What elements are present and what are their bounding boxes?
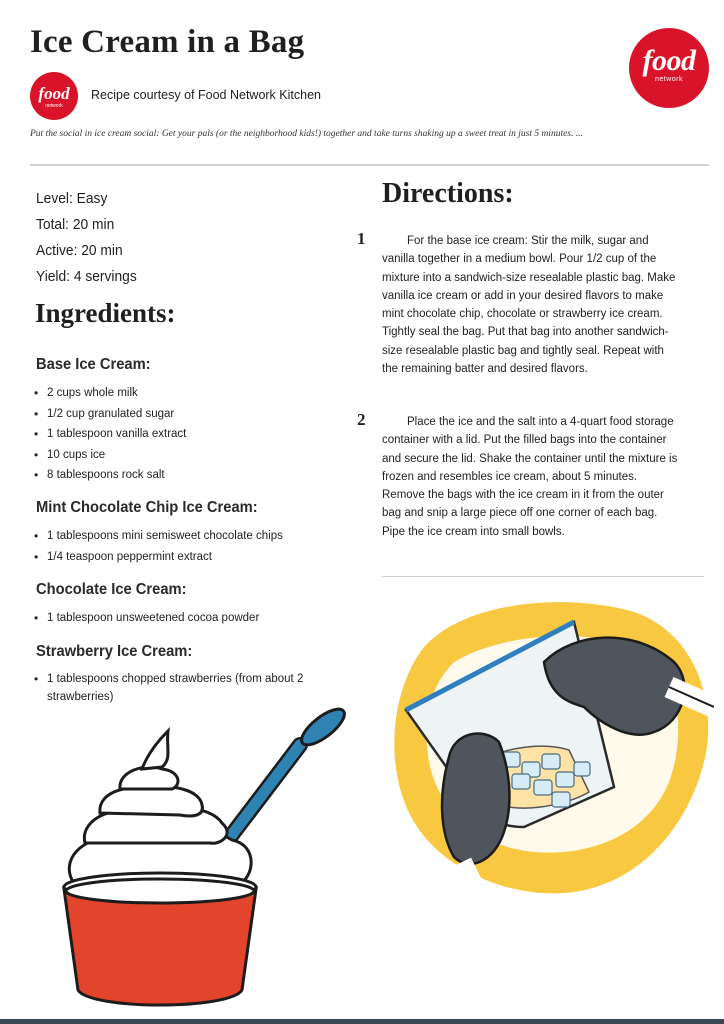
ingredient-item: • 1/2 cup granulated sugar <box>34 404 344 425</box>
ingredient-list-chocolate <box>34 608 344 629</box>
step-text: For the base ice cream: Stir the milk, sugar and vanilla together in a medium bowl. Pour 1/2 cup of the mixture into a sandwich-size resealable plastic bag. Make vanilla ice cream or add in your desired flavors to make mint chocolate chip, chocolate or strawberry ice cream. Tightly seal the bag. Put that bag into another sandwich-size resealable plastic bag and tightly seal. Repeat with the remaining batter and desired flavors. <box>382 235 676 376</box>
logo-sub: network <box>654 76 683 83</box>
ingredient-item: • 1/4 teaspoon peppermint extract <box>34 547 344 568</box>
meta-level: Level: Easy <box>36 190 108 207</box>
logo-word: food <box>642 44 696 77</box>
spoon-icon <box>218 705 350 853</box>
step-text: Place the ice and the salt into a 4-quart food storage container with a lid. Put the filled bags into the container and secure the lid. Shake the container until the mixture is frozen and resembles ice cream, about 5 minutes. Remove the bags with the ice cream in it from the outer bag and snip a large piece off one corner of each bag. Pipe the ice cream into small bowls. <box>382 416 678 538</box>
cup-icon <box>64 873 256 1005</box>
directions-heading: Directions: <box>382 178 514 209</box>
ingredient-item: • 8 tablespoons rock salt <box>34 465 344 486</box>
footer-bar <box>0 1019 724 1024</box>
section-title-chocolate: Chocolate Ice Cream: <box>36 581 187 598</box>
meta-yield: Yield: 4 servings <box>36 268 137 285</box>
direction-step-2 <box>357 410 682 541</box>
food-network-logo-small <box>30 72 78 120</box>
ingredient-item: • 1 tablespoon unsweetened cocoa powder <box>34 608 344 629</box>
header-divider <box>30 164 709 166</box>
section-title-mint: Mint Chocolate Chip Ice Cream: <box>36 499 258 516</box>
ingredient-item: • 10 cups ice <box>34 445 344 466</box>
meta-active: Active: 20 min <box>36 242 123 259</box>
soft-serve-swirl <box>69 731 251 885</box>
section-title-strawberry: Strawberry Ice Cream: <box>36 643 193 660</box>
meta-total: Total: 20 min <box>36 216 115 233</box>
shaking-bag-illustration <box>384 592 714 902</box>
ingredient-list-mint <box>34 526 344 567</box>
page-title: Ice Cream in a Bag <box>30 24 305 60</box>
ingredient-list-base <box>34 383 344 486</box>
ice-cream-cup-illustration <box>50 705 350 1020</box>
ingredient-list-strawberry <box>34 670 344 706</box>
logo-small-sub: network <box>45 103 63 109</box>
recipe-intro: Put the social in ice cream social: Get your pals (or the neighborhood kids!) together and take turns shaking up a sweet treat in just 5 minutes. ... <box>30 129 583 139</box>
ingredients-heading: Ingredients: <box>35 298 176 328</box>
logo-small-word: food <box>38 84 70 103</box>
recipe-courtesy: Recipe courtesy of Food Network Kitchen <box>91 88 321 102</box>
direction-step-1 <box>357 229 682 378</box>
step-number: 2 <box>357 410 366 429</box>
step-number: 1 <box>357 229 366 248</box>
ingredient-item: • 2 cups whole milk <box>34 383 344 404</box>
food-network-logo[interactable] <box>629 28 709 108</box>
directions-divider <box>382 576 704 577</box>
ingredient-item: • 1 tablespoons mini semisweet chocolate chips <box>34 526 344 547</box>
section-title-base: Base Ice Cream: <box>36 356 151 373</box>
ingredient-item: • 1 tablespoons chopped strawberries (from about 2 strawberries) <box>34 670 344 706</box>
recipe-meta <box>36 186 146 290</box>
ingredient-item: • 1 tablespoon vanilla extract <box>34 424 344 445</box>
